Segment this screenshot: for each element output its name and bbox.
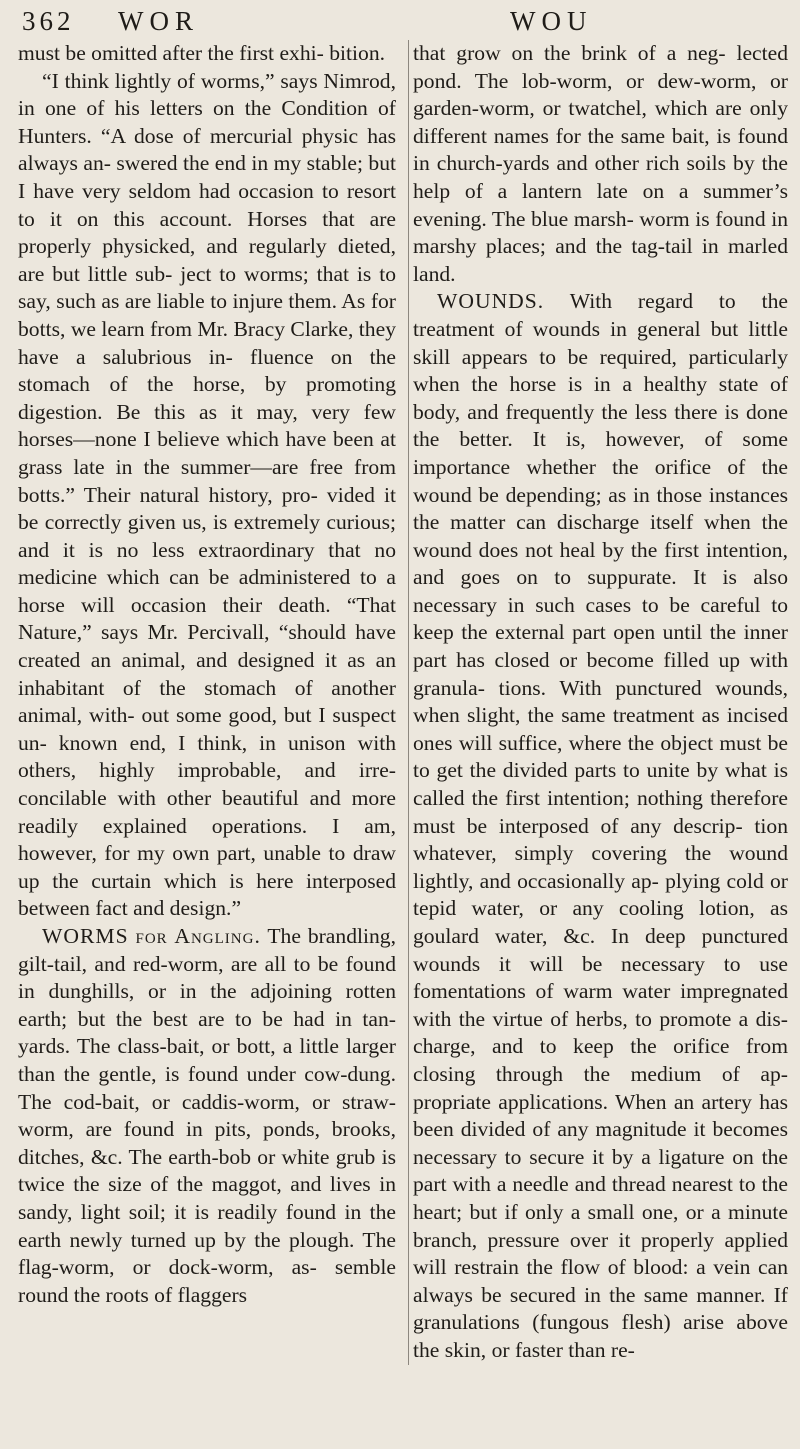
worms-body: The brandling, gilt-tail, and red-worm, are all to be found in dunghills, or in the adjoining rotten earth; but the best are to be had in tan-yards. The class-bait, or bott, a little larger than the gentle, is found under cow-dung. The cod-bait, or caddis-worm, or straw-worm, are found in pits, ponds, brooks, ditches, &c. The earth-bob or white grub is twice the size of the maggot, and lives in sandy, light soil; it is readily found in the earth newly turned up by the plough. The flag-worm, or dock-worm, as- semble round the roots of flaggers	[18, 924, 396, 1307]
text-columns	[18, 40, 788, 1365]
left-running-title: WOR	[118, 6, 199, 36]
wounds-body: With regard to the treatment of wounds in general but little skill appears to be required, particularly when the horse is in a healthy state of body, and frequently the less there is done the better. It is, however, of some importance whether the orifice of the wound be depending; as in those instances the matter can discharge itself when the wound does not heal by the first intention, and goes on to suppurate. It is also necessary in such cases to be careful to keep the external part open until the inner part has closed or become filled up with granula- tions. With punctured wounds, when slight, the same treatment as incised ones will suffice, where the object must be to get the divided parts to unite by what is called the first intention; nothing therefore must be interposed of any descrip- tion whatever, simply covering the wound lightly, and occasionally ap- plying cold or tepid water, or any cooling lotion, as goulard water, &c. In deep punctured wounds it will be necessary to use fomentations of warm water impregnated with the virtue of herbs, to promote a dis- charge, and to keep the orifice from closing through the medium of ap- propriate applications. When an artery has been divided of any magnitude it becomes necessary to secure it by a ligature on the part with a needle and thread nearest to the heart; but if only a small one, or a minute branch, pressure over it properly applied will restrain the flow of blood: a vein can always be secured in the same manner. If granulations (fungous flesh) arise above the skin, or faster than re-	[413, 289, 788, 1362]
right-paragraph-1: that grow on the brink of a neg- lected pond. The lob-worm, or dew-worm, or garden-worm, or twatchel, which are only different names for the same bait, is found in church-yards and other rich soils by the help of a lantern late on a summer’s evening. The blue marsh- worm is found in marshy places; and the tag-tail in marled land.	[413, 41, 788, 286]
right-running-title: WOU	[510, 6, 593, 36]
right-paragraph-2	[413, 288, 788, 1364]
left-column	[18, 40, 396, 1365]
worms-heading-small: for Angling.	[135, 924, 261, 948]
page-number: 362	[22, 6, 75, 36]
worms-heading: WORMS	[42, 924, 129, 948]
left-paragraph-3	[18, 923, 396, 1309]
left-paragraph-1: must be omitted after the first exhi- bition.	[18, 41, 386, 65]
left-paragraph-2: “I think lightly of worms,” says Nimrod, in one of his letters on the Condition of Hunters. “A dose of mercurial physic has always an- swered the end in my stable; but I have very seldom had occasion to resort to it on this account. Horses that are properly physicked, and regularly dieted, are but little sub- ject to worms; that is to say, such as are liable to injure them. As for botts, we learn from Mr. Bracy Clarke, they have a salubrious in- fluence on the stomach of the horse, by promoting digestion. Be this as it may, very few horses—none I believe which have been at grass late in the summer—are free from botts.” Their natural history, pro- vided it be correctly given us, is extremely curious; and it is no less extraordinary that no medicine which can be administered to a horse will occasion their death. “That Nature,” says Mr. Percivall, “should have created an animal, and designed it as an inhabitant of the stomach of another animal, with- out some good, but I suspect un- known end, I think, in unison with others, highly improbable, and irre- concilable with other beautiful and more readily explained operations. I am, however, for my own part, unable to draw up the curtain which is here interposed between fact and design.”	[18, 68, 396, 921]
running-head	[22, 4, 778, 42]
wounds-heading: WOUNDS.	[437, 289, 545, 314]
right-column	[408, 40, 788, 1365]
